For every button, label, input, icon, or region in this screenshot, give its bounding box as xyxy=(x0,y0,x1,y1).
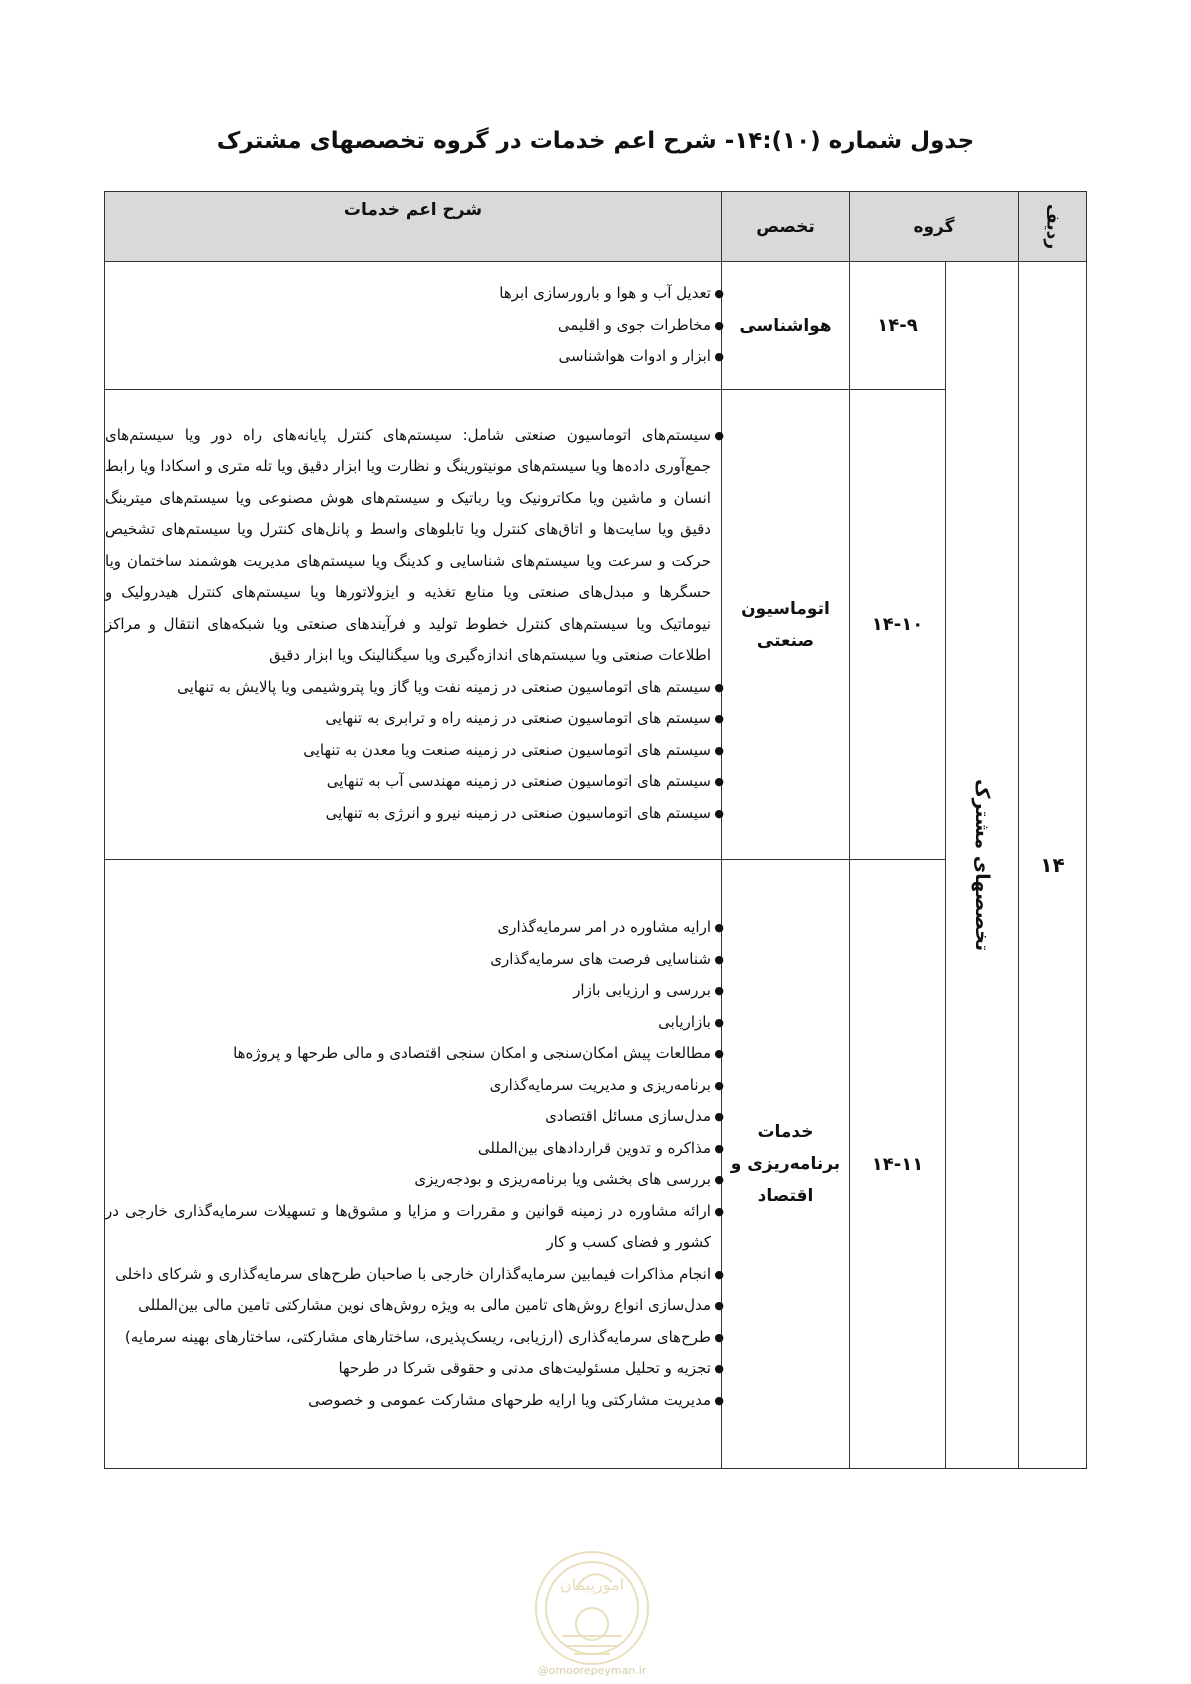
specialty-name: خدمات برنامه‌ریزی و اقتصاد xyxy=(721,860,849,1469)
list-item: ● سیستم های اتوماسیون صنعتی در زمینه راه و ترابری به تنهایی xyxy=(105,703,721,735)
category-name: تخصصهای مشترک xyxy=(971,778,993,952)
list-item: ● سیستم های اتوماسیون صنعتی در زمینه نفت ویا گاز ویا پتروشیمی ویا پالایش به تنهایی xyxy=(105,672,721,704)
category-cell xyxy=(946,262,1019,1469)
services-table xyxy=(104,191,1087,1469)
group-code: ۱۴-۱۱ xyxy=(849,860,945,1469)
header-radif: ردیف xyxy=(1019,192,1087,262)
table-row xyxy=(105,262,1087,390)
list-item: ● شناسایی فرصت های سرمایه‌گذاری xyxy=(105,944,721,976)
list-item: ● تجزیه و تحلیل مسئولیت‌های مدنی و حقوقی شرکا در طرحها xyxy=(105,1353,721,1385)
list-item: ● ابزار و ادوات هواشناسی xyxy=(105,341,721,373)
list-item: ● برنامه‌ریزی و مدیریت سرمایه‌گذاری xyxy=(105,1070,721,1102)
list-item: ● انجام مذاکرات فیمابین سرمایه‌گذاران خارجی با صاحبان طرح‌های سرمایه‌گذاری و شرکای داخلی xyxy=(105,1259,721,1291)
header-description: شرح اعم خدمات xyxy=(105,192,722,262)
list-item: ● تعدیل آب و هوا و بارورسازی ابرها xyxy=(105,278,721,310)
header-specialty: تخصص xyxy=(721,192,849,262)
list-item: ● مدیریت مشارکتی ویا ارایه طرحهای مشارکت عمومی و خصوصی xyxy=(105,1385,721,1417)
group-code: ۱۴-۱۰ xyxy=(849,390,945,860)
list-item: ● بازاریابی xyxy=(105,1007,721,1039)
group-code: ۱۴-۹ xyxy=(849,262,945,390)
list-item: ● سیستم های اتوماسیون صنعتی در زمینه مهندسی آب به تنهایی xyxy=(105,766,721,798)
list-item: ● مخاطرات جوی و اقلیمی xyxy=(105,310,721,342)
watermark-caption: @omoorepeyman.ir xyxy=(537,1664,647,1677)
list-item: ● مطالعات پیش امکان‌سنجی و امکان سنجی اقتصادی و مالی طرحها و پروژه‌ها xyxy=(105,1038,721,1070)
table-header-row xyxy=(105,192,1087,262)
list-item: ● بررسی و ارزیابی بازار xyxy=(105,975,721,1007)
description-cell xyxy=(105,390,722,860)
list-item: ● مدل‌سازی مسائل اقتصادی xyxy=(105,1101,721,1133)
list-item: ● مذاکره و تدوین قراردادهای بین‌المللی xyxy=(105,1133,721,1165)
page-title: جدول شماره (۱۰):۱۴- شرح اعم خدمات در گروه تخصصهای مشترک xyxy=(216,128,975,154)
list-item: ● ارایه مشاوره در امر سرمایه‌گذاری xyxy=(105,912,721,944)
list-item: ● سیستم‌های اتوماسیون صنعتی شامل: سیستم‌های کنترل پایانه‌های راه دور ویا سیستم‌های جمع‌آوری داده‌ها ویا سیستم‌های مونیتورینگ و نظارت ویا ابزار دقیق ویا تله متری و اسکادا ویا رابط انسان و ماشین ویا مکاترونیک ویا رباتیک و سیستم‌های هوش مصنوعی ویا سیستم‌های میترینگ دقیق ویا سایت‌ها و اتاق‌های کنترل ویا تابلوهای واسط و پانل‌های کنترل ویا سیستم‌های تشخیص حرکت و سرعت ویا سیستم‌های شناسایی و کدینگ ویا سیستم‌های مدیریت هوشمند ساختمان ویا حسگرها و مبدل‌های صنعتی ویا منابع تغذیه و ایزولاتورها ویا سیستم‌های کنترل هیدرولیک و نیوماتیک ویا سیستم‌های کنترل خطوط تولید و فرآیندهای صنعتی ویا شبکه‌های انتقال و مراکز اطلاعات صنعتی ویا سیستم‌های اندازه‌گیری ویا سیگنالینک ویا ابزار دقیق xyxy=(105,420,721,672)
specialty-name: هواشناسی xyxy=(721,262,849,390)
header-group: گروه xyxy=(849,192,1018,262)
radif-value: ۱۴ xyxy=(1019,262,1087,1469)
list-item: ● مدل‌سازی انواع روش‌های تامین مالی به ویژه روش‌های نوین مشارکتی تامین مالی بین‌المللی xyxy=(105,1290,721,1322)
specialty-name: اتوماسیون صنعتی xyxy=(721,390,849,860)
list-item: ● طرح‌های سرمایه‌گذاری (ارزیابی، ریسک‌پذیری، ساختارهای مشارکتی، ساختارهای بهینه سرمایه) xyxy=(105,1322,721,1354)
list-item: ● سیستم های اتوماسیون صنعتی در زمینه صنعت ویا معدن به تنهایی xyxy=(105,735,721,767)
list-item: ● سیستم های اتوماسیون صنعتی در زمینه نیرو و انرژی به تنهایی xyxy=(105,798,721,830)
list-item: ● بررسی های بخشی ویا برنامه‌ریزی و بودجه‌ریزی xyxy=(105,1164,721,1196)
watermark-logo-text: امورپیمان xyxy=(559,1575,625,1594)
description-cell xyxy=(105,860,722,1469)
watermark-logo xyxy=(532,1528,652,1678)
description-cell xyxy=(105,262,722,390)
table-row xyxy=(105,390,1087,860)
table-row xyxy=(105,860,1087,1469)
list-item: ● ارائه مشاوره در زمینه قوانین و مقررات و مزایا و مشوق‌ها و تسهیلات سرمایه‌گذاری خارجی در کشور و فضای کسب و کار xyxy=(105,1196,721,1259)
